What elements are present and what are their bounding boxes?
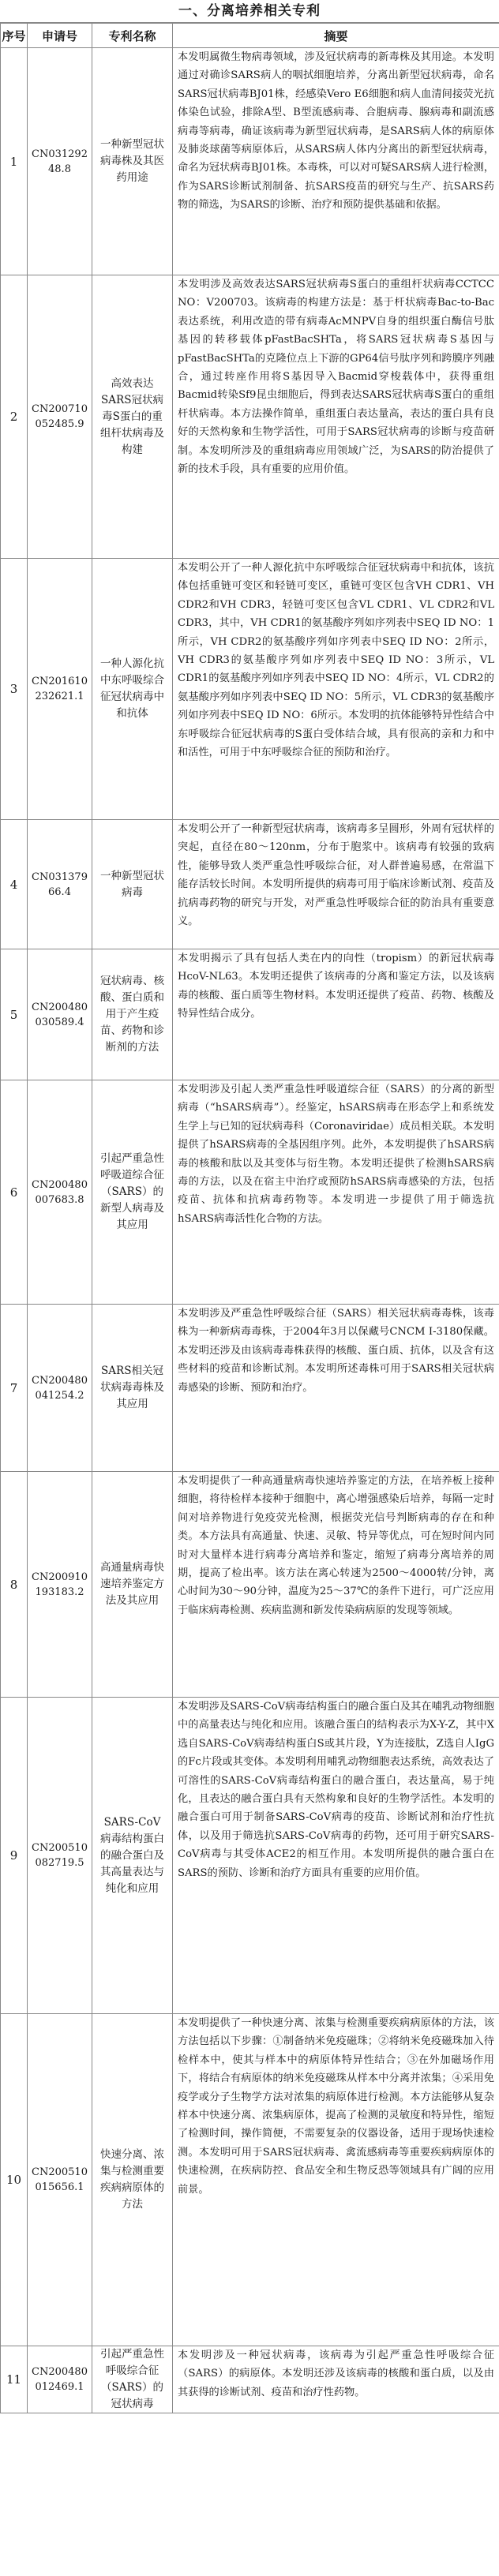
patent-abstract: 本发明涉及高效表达SARS冠状病毒S蛋白的重组杆状病毒CCTCC NO：V200703。该病毒的构建方法是：基于杆状病毒Bac-to-Bac表达系统，利用改造的带有病毒AcMNPV自身的组织蛋白酶信号肽基因的转移载体pFastBacSHTa，将SARS冠状病毒S基因与pFastBacSHTa的克隆位点上下游的GP64信号肽序列和跨膜序列融合，通过转座作用将S基因导入Bacmid穿梭载体中，获得重组Bacmid转染Sf9昆虫细胞后，得到表达SARS冠状病毒S蛋白的重组杆状病毒。本方法操作简单，重组蛋白表达量高，表达的蛋白具有良好的天然构象和生物学活性，可用于SARS冠状病毒的诊断与疫苗研制。本发明所涉及的重组病毒应用领域广泛，为SARS的防治提供了新的技术手段，具有重要的应用价值。 — [178, 279, 494, 476]
patent-abstract: 本发明公开了一种新型冠状病毒，该病毒多呈圆形，外周有冠状样的突起，直径在80～120nm，分布于胞浆中。该病毒有较强的致病性，能够导致人类严重急性呼吸综合征，对人群普遍易感，在常温下能存活较长时间。本发明所提供的病毒可用于临床诊断试剂、疫苗及抗病毒药物的研究与开发，对严重急性呼吸综合征的防治具有重要意义。 — [178, 823, 494, 928]
abstract-cell — [173, 1305, 499, 1472]
abstract-cell — [173, 275, 499, 559]
patent-name: SARS相关冠状病毒毒株及其应用 — [92, 1305, 173, 1472]
patent-abstract: 本发明提供了一种快速分离、浓集与检测重要疾病病原体的方法，该方法包括以下步骤：①制备纳米免疫磁珠；②将纳米免疫磁珠加入待检样本中，使其与样本中的病原体特异性结合；③在外加磁场作用下，将结合有病原体的纳米免疫磁珠从样本中分离并浓集；④采用免疫学或分子生物学方法对浓集的病原体进行检测。本方法能够从复杂样本中快速分离、浓集病原体，提高了检测的灵敏度和特异性，缩短了检测时间，操作简便，不需要复杂的仪器设备，适用于现场快速检测。本发明可用于SARS冠状病毒、禽流感病毒等重要疾病病原体的快速检测，在疾病防控、食品安全和生物反恐等领域具有广阔的应用前景。 — [178, 2017, 494, 2196]
header-name: 专利名称 — [92, 24, 173, 48]
table-row — [1, 275, 499, 559]
table-row — [1, 2346, 499, 2413]
table-row — [1, 48, 499, 275]
patent-name: 引起严重急性呼吸道综合征（SARS）的新型人病毒及其应用 — [92, 1080, 173, 1305]
header-app-no: 申请号 — [28, 24, 92, 48]
table-row — [1, 1698, 499, 2014]
patent-name: 一种新型冠状病毒株及其医药用途 — [92, 48, 173, 275]
application-number: CN031292 48.8 — [28, 48, 92, 275]
row-number: 10 — [1, 2014, 28, 2346]
table-body — [1, 48, 499, 2413]
header-abstract: 摘要 — [173, 24, 499, 48]
abstract-cell — [173, 1080, 499, 1305]
patent-name: 高通量病毒快速培养鉴定方法及其应用 — [92, 1472, 173, 1698]
patent-abstract: 本发明涉及一种冠状病毒，该病毒为引起严重急性呼吸综合征（SARS）的病原体。本发明还涉及该病毒的核酸和蛋白质，以及由其获得的诊断试剂、疫苗和治疗性药物。 — [178, 2349, 494, 2398]
abstract-cell — [173, 1472, 499, 1698]
table-row — [1, 1305, 499, 1472]
application-number: CN200510 082719.5 — [28, 1698, 92, 2014]
application-number: CN200510 015656.1 — [28, 2014, 92, 2346]
application-number: CN200710 052485.9 — [28, 275, 92, 559]
abstract-cell — [173, 559, 499, 820]
abstract-cell — [173, 2346, 499, 2413]
patent-abstract: 本发明属微生物病毒领域，涉及冠状病毒的新毒株及其用途。本发明通过对确诊SARS病人的咽拭细胞培养，分离出新型冠状病毒，命名SARS冠状病毒BJ01株，经感染Vero E6细胞和病人血清间接荧光抗体染色试验，排除A型、B型流感病毒、合胞病毒、腺病毒和副流感病毒等病毒，确证该病毒为新型冠状病毒，是SARS病人体的病原体及肺炎球菌等病原体后，从SARS病人体内分离出的新型冠状病毒，命名为冠状病毒BJ01株。本毒株，可以对可疑SARS病人进行检测，作为SARS诊断试剂制备、抗SARS疫苗的研究与生产、抗SARS药物的筛选，为SARS的诊断、治疗和预防提供基础和依据。 — [178, 51, 494, 212]
patent-abstract: 本发明公开了一种人源化抗中东呼吸综合征冠状病毒中和抗体，该抗体包括重链可变区和轻链可变区，重链可变区包含VH CDR1、VH CDR2和VH CDR3，轻链可变区包含VL CDR1、VL CDR2和VL CDR3，其中，VH CDR1的氨基酸序列如序列表中SEQ ID NO：1所示，VH CDR2的氨基酸序列如序列表中SEQ ID NO：2所示，VH CDR3的氨基酸序列如序列表中SEQ ID NO：3所示，VL CDR1的氨基酸序列如序列表中SEQ ID NO：4所示，VL CDR2的氨基酸序列如序列表中SEQ ID NO：5所示，VL CDR3的氨基酸序列如序列表中SEQ ID NO：6所示。本发明的抗体能够特异性结合中东呼吸综合征冠状病毒的S蛋白受体结合域，具有很高的亲和力和中和活性，可用于中东呼吸综合征的预防和治疗。 — [178, 562, 494, 759]
section-title: 一、分离培养相关专利 — [0, 0, 499, 23]
patent-name: 快速分离、浓集与检测重要疾病病原体的方法 — [92, 2014, 173, 2346]
application-number: CN200480 030589.4 — [28, 949, 92, 1080]
application-number: CN031379 66.4 — [28, 820, 92, 949]
application-number: CN200480 041254.2 — [28, 1305, 92, 1472]
patent-name: 引起严重急性呼吸综合征（SARS）的冠状病毒 — [92, 2346, 173, 2413]
row-number: 3 — [1, 559, 28, 820]
row-number: 6 — [1, 1080, 28, 1305]
row-number: 4 — [1, 820, 28, 949]
row-number: 1 — [1, 48, 28, 275]
patent-abstract: 本发明涉及SARS-CoV病毒结构蛋白的融合蛋白及其在哺乳动物细胞中的高量表达与纯化和应用。该融合蛋白的结构表示为X-Y-Z，其中X选自SARS-CoV病毒结构蛋白S或其片段，Y为连接肽，Z选自人IgG的Fc片段或其变体。本发明利用哺乳动物细胞表达系统，高效表达了可溶性的SARS-CoV病毒结构蛋白的融合蛋白，表达量高，易于纯化，且表达的融合蛋白具有天然构象和良好的生物学活性。本发明的融合蛋白可用于制备SARS-CoV病毒的疫苗、诊断试剂和治疗性抗体，以及用于筛选抗SARS-CoV病毒的药物，还可用于研究SARS-CoV病毒与其受体ACE2的相互作用。本发明所提供的融合蛋白在SARS的预防、诊断和治疗方面具有重要的应用价值。 — [178, 1701, 494, 1879]
patent-abstract: 本发明揭示了具有包括人类在内的向性（tropism）的新冠状病毒HcoV-NL63。本发明还提供了该病毒的分离和鉴定方法，以及该病毒的核酸、蛋白质等生物材料。本发明还提供了疫苗、药物、核酸及特异性结合成分。 — [178, 953, 494, 1020]
table-row — [1, 559, 499, 820]
patent-abstract: 本发明提供了一种高通量病毒快速培养鉴定的方法，在培养板上接种细胞，将待检样本接种于细胞中，离心增强感染后培养，每隔一定时间对培养物进行免疫荧光检测，根据荧光信号判断病毒的存在和种类。本方法具有高通量、快速、灵敏、特异等优点，可在短时间内同时对大量样本进行病毒分离培养和鉴定，缩短了病毒分离培养的周期，提高了检出率。该方法在离心转速为2500～4000转/分钟，离心时间为30～90分钟，温度为25～37℃的条件下进行，可广泛应用于临床病毒检测、疾病监测和新发传染病病原的发现等领域。 — [178, 1475, 494, 1616]
table-row — [1, 1472, 499, 1698]
row-number: 2 — [1, 275, 28, 559]
application-number: CN201610 232621.1 — [28, 559, 92, 820]
patent-name: 高效表达SARS冠状病毒S蛋白的重组杆状病毒及构建 — [92, 275, 173, 559]
row-number: 8 — [1, 1472, 28, 1698]
patent-table — [0, 23, 499, 2413]
table-row — [1, 820, 499, 949]
row-number: 11 — [1, 2346, 28, 2413]
application-number: CN200480 007683.8 — [28, 1080, 92, 1305]
abstract-cell — [173, 949, 499, 1080]
abstract-cell — [173, 2014, 499, 2346]
table-row — [1, 2014, 499, 2346]
row-number: 9 — [1, 1698, 28, 2014]
patent-name: 一种人源化抗中东呼吸综合征冠状病毒中和抗体 — [92, 559, 173, 820]
row-number: 7 — [1, 1305, 28, 1472]
abstract-cell — [173, 820, 499, 949]
patent-abstract: 本发明涉及引起人类严重急性呼吸道综合征（SARS）的分离的新型病毒（“hSARS病毒”）。经鉴定，hSARS病毒在形态学上和系统发生学上与已知的冠状病毒科（Coronaviridae）成员相关联。本发明提供了hSARS病毒的全基因组序列。此外，本发明提供了hSARS病毒的核酸和肽以及其变体与衍生物。本发明还提供了检测hSARS病毒的方法，以及在宿主中治疗或预防hSARS病毒感染的方法，包括疫苗、抗体和抗病毒药物等。本发明进一步提供了用于筛选抗hSARS病毒活性化合物的方法。 — [178, 1084, 494, 1225]
application-number: CN200480 012469.1 — [28, 2346, 92, 2413]
abstract-cell — [173, 48, 499, 275]
header-row — [1, 24, 499, 48]
patent-name: 一种新型冠状病毒 — [92, 820, 173, 949]
abstract-cell — [173, 1698, 499, 2014]
table-row — [1, 949, 499, 1080]
patent-name: 冠状病毒、核酸、蛋白质和用于产生疫苗、药物和诊断剂的方法 — [92, 949, 173, 1080]
patent-name: SARS-CoV病毒结构蛋白的融合蛋白及其高量表达与纯化和应用 — [92, 1698, 173, 2014]
row-number: 5 — [1, 949, 28, 1080]
table-row — [1, 1080, 499, 1305]
header-no: 序号 — [1, 24, 28, 48]
application-number: CN200910 193183.2 — [28, 1472, 92, 1698]
patent-abstract: 本发明涉及严重急性呼吸综合征（SARS）相关冠状病毒毒株，该毒株为一种新病毒毒株，于2004年3月以保藏号CNCM I-3180保藏。本发明还涉及由该病毒毒株获得的核酸、蛋白质、抗体，以及含有这些材料的疫苗和诊断试剂。本发明所述毒株可用于SARS相关冠状病毒感染的诊断、预防和治疗。 — [178, 1308, 494, 1394]
